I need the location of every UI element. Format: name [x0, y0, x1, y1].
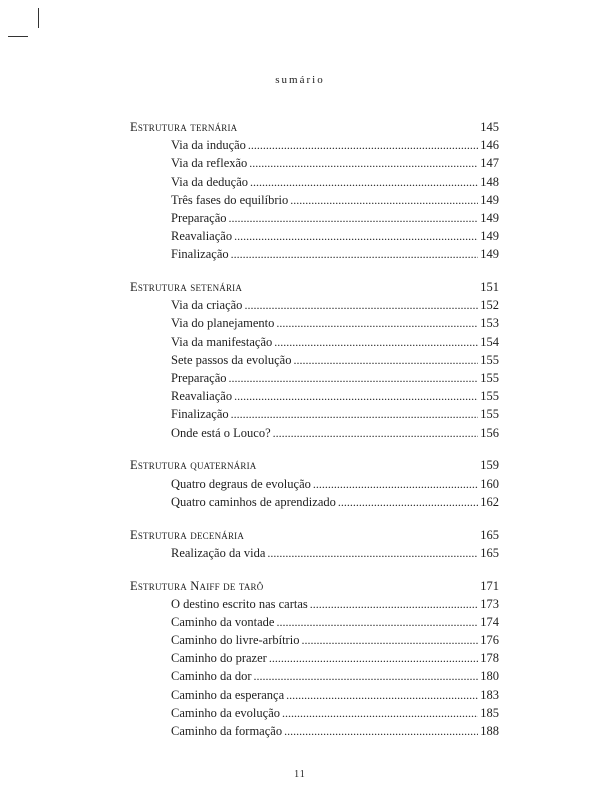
dot-leader [267, 544, 478, 562]
toc-section-heading[interactable] [130, 456, 499, 474]
dot-leader [234, 387, 478, 405]
entry-page-number: 165 [480, 545, 499, 560]
toc-section [130, 577, 499, 741]
toc-entry[interactable] [130, 173, 499, 191]
section-heading-label: Estrutura setenária [130, 280, 243, 295]
dot-leader [231, 245, 479, 263]
section-heading-label: Estrutura Naiff de tarô [130, 578, 264, 593]
entry-page-number: 149 [480, 247, 499, 262]
toc-entry[interactable] [130, 351, 499, 369]
toc-entry[interactable] [130, 296, 499, 314]
section-heading-label: Estrutura quaternária [130, 458, 257, 473]
crop-mark-vertical [38, 8, 39, 28]
dot-leader [274, 333, 478, 351]
entry-page-number: 156 [480, 425, 499, 440]
dot-leader [282, 704, 478, 722]
entry-page-number: 155 [480, 389, 499, 404]
dot-leader [301, 631, 478, 649]
toc-entry[interactable] [130, 154, 499, 172]
entry-label: Finalização [171, 247, 229, 262]
toc-entry[interactable] [130, 544, 499, 562]
toc-entry[interactable] [130, 245, 499, 263]
toc-entry[interactable] [130, 686, 499, 704]
dot-leader [248, 136, 478, 154]
dot-leader [313, 475, 478, 493]
toc-entry[interactable] [130, 191, 499, 209]
dot-leader [276, 613, 478, 631]
dot-leader [273, 424, 479, 442]
entry-page-number: 183 [480, 687, 499, 702]
dot-leader [269, 649, 478, 667]
dot-leader [284, 722, 478, 740]
entry-page-number: 162 [480, 494, 499, 509]
toc-entry[interactable] [130, 704, 499, 722]
dot-leader [229, 369, 479, 387]
entry-page-number: 149 [480, 210, 499, 225]
dot-leader [276, 314, 478, 332]
section-page-number: 159 [480, 458, 499, 473]
entry-page-number: 152 [480, 298, 499, 313]
toc-section-heading[interactable] [130, 118, 499, 136]
entry-label: Caminho da esperança [171, 687, 285, 702]
entry-label: Preparação [171, 210, 227, 225]
entry-page-number: 185 [480, 705, 499, 720]
section-page-number: 171 [480, 578, 499, 593]
entry-label: Caminho da dor [171, 669, 252, 684]
toc-entry[interactable] [130, 493, 499, 511]
entry-label: Reavaliação [171, 229, 233, 244]
dot-leader [244, 296, 478, 314]
dot-leader [310, 595, 478, 613]
toc-entry[interactable] [130, 405, 499, 423]
toc-section-heading[interactable] [130, 526, 499, 544]
dot-leader [250, 173, 478, 191]
page-number: 11 [294, 769, 306, 780]
entry-page-number: 180 [480, 669, 499, 684]
entry-label: Onde está o Louco? [171, 425, 271, 440]
toc-section [130, 278, 499, 442]
toc-entry[interactable] [130, 314, 499, 332]
entry-label: Via do planejamento [171, 316, 275, 331]
entry-page-number: 160 [480, 476, 499, 491]
entry-page-number: 176 [480, 633, 499, 648]
entry-label: Reavaliação [171, 389, 233, 404]
entry-page-number: 155 [480, 407, 499, 422]
entry-label: Sete passos da evolução [171, 352, 292, 367]
toc-section-heading[interactable] [130, 278, 499, 296]
crop-mark-horizontal [8, 36, 28, 37]
dot-leader [249, 154, 478, 172]
table-of-contents [130, 118, 499, 755]
dot-leader [254, 667, 479, 685]
section-page-number: 145 [480, 120, 499, 134]
section-heading-label: Estrutura decenária [130, 527, 245, 542]
dot-leader [338, 493, 478, 511]
toc-section [130, 456, 499, 511]
entry-label: Via da dedução [171, 174, 248, 189]
toc-entry[interactable] [130, 667, 499, 685]
dot-leader [231, 405, 479, 423]
toc-entry[interactable] [130, 136, 499, 154]
entry-page-number: 149 [480, 192, 499, 207]
entry-page-number: 178 [480, 651, 499, 666]
page-title: sumário [275, 74, 325, 86]
entry-label: Via da manifestação [171, 334, 273, 349]
toc-entry[interactable] [130, 333, 499, 351]
dot-leader [234, 227, 478, 245]
dot-leader [229, 209, 479, 227]
entry-label: Caminho do livre-arbítrio [171, 633, 300, 648]
entry-page-number: 155 [480, 371, 499, 386]
toc-entry[interactable] [130, 387, 499, 405]
entry-label: Finalização [171, 407, 229, 422]
entry-label: Via da criação [171, 298, 243, 313]
toc-entry[interactable] [130, 424, 499, 442]
entry-label: Caminho da formação [171, 724, 283, 738]
dot-leader [290, 191, 478, 209]
entry-page-number: 188 [480, 724, 499, 738]
entry-page-number: 147 [480, 156, 499, 171]
entry-label: Preparação [171, 371, 227, 386]
entry-label: Quatro caminhos de aprendizado [171, 494, 336, 509]
toc-entry[interactable] [130, 613, 499, 631]
entry-page-number: 149 [480, 229, 499, 244]
toc-entry[interactable] [130, 722, 499, 740]
entry-page-number: 146 [480, 138, 499, 153]
toc-entry[interactable] [130, 227, 499, 245]
section-page-number: 165 [480, 527, 499, 542]
toc-entry[interactable] [130, 649, 499, 667]
entry-page-number: 155 [480, 352, 499, 367]
toc-entry[interactable] [130, 595, 499, 613]
entry-page-number: 153 [480, 316, 499, 331]
entry-page-number: 174 [480, 614, 499, 629]
toc-section [130, 118, 499, 264]
entry-page-number: 148 [480, 174, 499, 189]
entry-label: Caminho da evolução [171, 705, 280, 720]
entry-label: Três fases do equilíbrio [171, 192, 289, 207]
entry-label: Via da indução [171, 138, 246, 153]
toc-section-heading[interactable] [130, 577, 499, 595]
toc-entry[interactable] [130, 475, 499, 493]
entry-label: O destino escrito nas cartas [171, 596, 308, 611]
entry-label: Quatro degraus de evolução [171, 476, 311, 491]
entry-page-number: 173 [480, 596, 499, 611]
entry-page-number: 154 [480, 334, 499, 349]
entry-label: Realização da vida [171, 545, 266, 560]
dot-leader [286, 686, 478, 704]
toc-entry[interactable] [130, 369, 499, 387]
entry-label: Caminho da vontade [171, 614, 275, 629]
toc-entry[interactable] [130, 209, 499, 227]
entry-label: Caminho do prazer [171, 651, 267, 666]
section-page-number: 151 [480, 280, 499, 295]
toc-section [130, 526, 499, 562]
section-heading-label: Estrutura ternária [130, 120, 238, 134]
dot-leader [293, 351, 478, 369]
toc-entry[interactable] [130, 631, 499, 649]
entry-label: Via da reflexão [171, 156, 248, 171]
